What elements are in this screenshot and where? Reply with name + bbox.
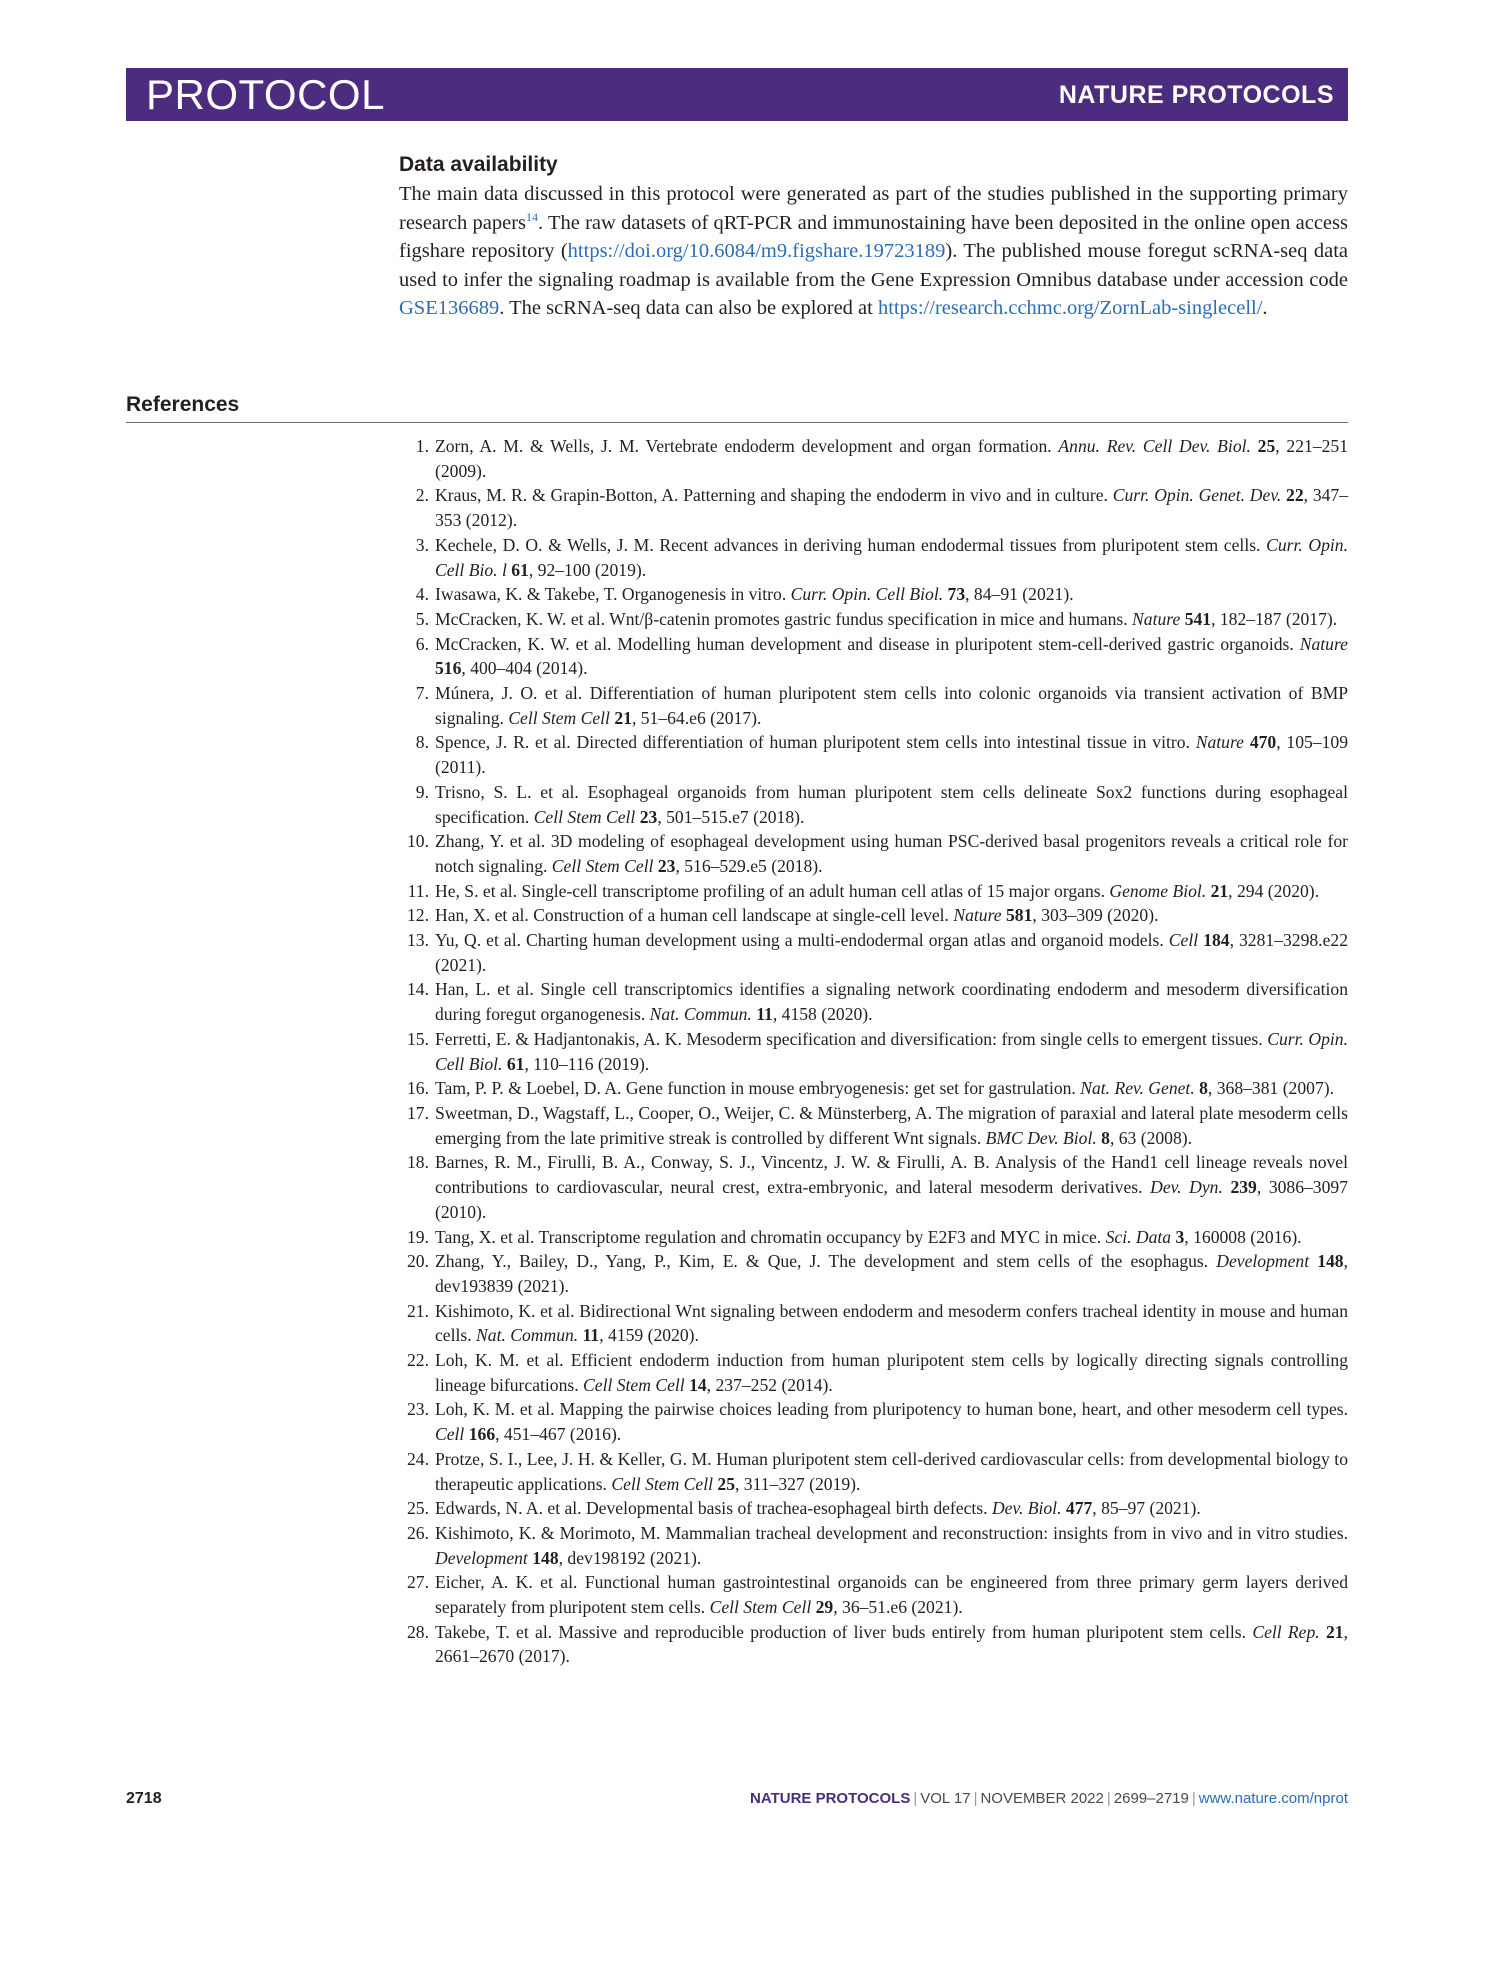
footer-date: NOVEMBER 2022 bbox=[980, 1790, 1104, 1807]
reference-item bbox=[399, 1570, 1348, 1619]
zornlab-link[interactable]: https://research.cchmc.org/ZornLab-singlecell/ bbox=[877, 297, 1263, 319]
reference-number: 15. bbox=[407, 1028, 429, 1049]
reference-item bbox=[399, 1348, 1348, 1397]
reference-journal: Cell Rep. bbox=[1252, 1621, 1320, 1642]
reference-volume: 14 bbox=[689, 1374, 707, 1395]
reference-text: Tam, P. P. & Loebel, D. A. Gene function in mouse embryogenesis: get set for gastrulation. bbox=[435, 1078, 1081, 1099]
reference-pages: , 36–51.e6 (2021). bbox=[833, 1597, 963, 1618]
reference-number: 20. bbox=[407, 1251, 429, 1272]
reference-text: Edwards, N. A. et al. Developmental basis of trachea-esophageal birth defects. bbox=[435, 1498, 992, 1519]
reference-volume: 470 bbox=[1249, 732, 1277, 753]
reference-text: Kechele, D. O. & Wells, J. M. Recent advances in deriving human endodermal tissues from pluripotent stem cells. bbox=[435, 534, 1267, 555]
reference-number: 17. bbox=[407, 1102, 429, 1123]
reference-number: 1. bbox=[415, 436, 429, 456]
reference-text: Trisno, S. L. et al. Esophageal organoids from human pluripotent stem cells delineate Sox2 functions during esophageal specification. bbox=[435, 781, 1348, 827]
footer-separator: | bbox=[1191, 1790, 1196, 1807]
reference-text: Han, X. et al. Construction of a human cell landscape at single-cell level. bbox=[435, 905, 954, 926]
reference-number: 12. bbox=[407, 905, 429, 926]
reference-text-space bbox=[1309, 1251, 1317, 1271]
reference-list bbox=[399, 434, 1348, 1669]
reference-number: 3. bbox=[415, 534, 429, 555]
da-text-4: . The scRNA-seq data can also be explored at bbox=[499, 297, 878, 319]
reference-volume: 184 bbox=[1203, 930, 1230, 951]
reference-journal: Cell Stem Cell bbox=[508, 707, 610, 728]
reference-volume: 29 bbox=[815, 1597, 834, 1618]
footer-pages: 2699–2719 bbox=[1113, 1790, 1189, 1807]
reference-item bbox=[399, 879, 1348, 904]
reference-item bbox=[399, 483, 1348, 532]
footer-volume: VOL 17 bbox=[920, 1790, 971, 1807]
reference-volume: 22 bbox=[1286, 485, 1304, 506]
reference-journal: Development bbox=[1216, 1251, 1310, 1272]
footer-separator: | bbox=[973, 1790, 978, 1807]
reference-pages: , 2661–2670 (2017). bbox=[435, 1621, 1348, 1667]
reference-pages: , 4158 (2020). bbox=[772, 1004, 873, 1025]
reference-number: 27. bbox=[407, 1572, 429, 1593]
reference-item bbox=[399, 977, 1348, 1026]
reference-text: Takebe, T. et al. Massive and reproducible production of liver buds entirely from human pluripotent stem cells. bbox=[435, 1621, 1253, 1642]
reference-volume: 61 bbox=[506, 1053, 525, 1074]
geo-accession-link[interactable]: GSE136689 bbox=[399, 297, 500, 319]
reference-volume: 148 bbox=[532, 1547, 559, 1568]
reference-journal: Genome Biol. bbox=[1109, 880, 1207, 901]
reference-pages: , 311–327 (2019). bbox=[735, 1473, 861, 1494]
reference-text: Kraus, M. R. & Grapin-Botton, A. Patterning and shaping the endoderm in vivo and in culture. bbox=[435, 485, 1113, 506]
reference-volume: 581 bbox=[1006, 905, 1033, 926]
reference-item bbox=[399, 1076, 1348, 1101]
reference-pages: , 85–97 (2021). bbox=[1092, 1498, 1201, 1519]
footer-journal: NATURE PROTOCOLS bbox=[750, 1790, 911, 1807]
reference-volume: 73 bbox=[947, 584, 966, 605]
da-text-3: ). The published mouse foregut scRNA-seq data used to infer the signaling roadmap is available from the Gene Expression Omnibus database under accession code bbox=[399, 240, 1348, 291]
reference-journal: Nature bbox=[1132, 608, 1181, 629]
reference-text: Yu, Q. et al. Charting human development using a multi-endodermal organ atlas and organoid models. bbox=[435, 930, 1169, 951]
reference-pages: , dev193839 (2021). bbox=[435, 1251, 1348, 1296]
reference-item bbox=[399, 1620, 1348, 1669]
reference-journal: Nature bbox=[953, 905, 1002, 926]
reference-text: Barnes, R. M., Firulli, B. A., Conway, S. J., Vincentz, J. W. & Firulli, A. B. Analysis of the Hand1 cell lineage reveals novel contributions to cardiovascular, neural crest, extra-embryonic, and lateral mesoderm derivatives. bbox=[435, 1152, 1348, 1198]
reference-journal: Cell Stem Cell bbox=[611, 1473, 713, 1494]
reference-journal: Nature bbox=[1299, 633, 1348, 654]
reference-number: 14. bbox=[407, 979, 429, 1000]
reference-item bbox=[399, 1496, 1348, 1521]
reference-text: Kishimoto, K. & Morimoto, M. Mammalian tracheal development and reconstruction: insights from in vivo and in vitro studies. bbox=[435, 1522, 1348, 1543]
reference-item bbox=[399, 1447, 1348, 1496]
reference-item bbox=[399, 681, 1348, 730]
reference-item bbox=[399, 829, 1348, 878]
header-banner bbox=[126, 68, 1348, 121]
data-availability-heading: Data availability bbox=[399, 153, 558, 176]
reference-pages: , 92–100 (2019). bbox=[528, 559, 647, 580]
reference-journal: Development bbox=[435, 1547, 528, 1568]
reference-number: 18. bbox=[407, 1152, 429, 1173]
reference-volume: 25 bbox=[717, 1473, 735, 1494]
reference-journal: Curr. Opin. Cell Biol. bbox=[790, 584, 944, 605]
reference-journal: Curr. Opin. Cell Bio. l bbox=[435, 534, 1348, 580]
reference-text: Ferretti, E. & Hadjantonakis, A. K. Mesoderm specification and diversification: from single cells to emergent tissues. bbox=[435, 1028, 1268, 1049]
reference-number: 19. bbox=[407, 1226, 429, 1247]
reference-number: 13. bbox=[407, 930, 429, 951]
reference-item bbox=[399, 582, 1348, 607]
reference-number: 26. bbox=[407, 1522, 429, 1543]
reference-item bbox=[399, 903, 1348, 928]
reference-number: 11. bbox=[407, 880, 429, 901]
reference-item bbox=[399, 434, 1348, 483]
reference-item bbox=[399, 730, 1348, 779]
reference-journal: Curr. Opin. Genet. Dev. bbox=[1112, 485, 1282, 506]
reference-number: 23. bbox=[407, 1399, 429, 1420]
figshare-link[interactable]: https://doi.org/10.6084/m9.figshare.19723189 bbox=[567, 240, 946, 262]
page-number: 2718 bbox=[126, 1790, 162, 1807]
reference-text: McCracken, K. W. et al. Wnt/β-catenin promotes gastric fundus specification in mice and humans. bbox=[435, 608, 1133, 629]
reference-journal: Nat. Commun. bbox=[649, 1004, 752, 1025]
reference-pages: , 51–64.e6 (2017). bbox=[631, 707, 762, 728]
reference-item bbox=[399, 1299, 1348, 1348]
reference-volume: 25 bbox=[1257, 436, 1276, 456]
reference-number: 7. bbox=[415, 683, 429, 704]
reference-volume: 239 bbox=[1230, 1177, 1257, 1198]
reference-volume: 8 bbox=[1101, 1127, 1110, 1148]
reference-number: 25. bbox=[407, 1498, 429, 1519]
reference-pages: , 303–309 (2020). bbox=[1032, 905, 1159, 926]
reference-text: Spence, J. R. et al. Directed differentiation of human pluripotent stem cells into intestinal tissue in vitro. bbox=[435, 732, 1196, 753]
reference-pages: , 105–109 (2011). bbox=[435, 732, 1349, 778]
reference-pages: , 516–529.e5 (2018). bbox=[675, 855, 823, 876]
reference-number: 9. bbox=[415, 781, 429, 802]
reference-item bbox=[399, 1397, 1348, 1446]
reference-volume: 21 bbox=[1210, 880, 1229, 901]
reference-number: 22. bbox=[407, 1350, 429, 1371]
reference-number: 16. bbox=[407, 1078, 429, 1099]
reference-volume: 166 bbox=[468, 1424, 496, 1445]
reference-number: 28. bbox=[407, 1621, 429, 1642]
reference-volume: 11 bbox=[582, 1325, 600, 1346]
reference-volume: 3 bbox=[1175, 1226, 1185, 1247]
reference-pages: , 294 (2020). bbox=[1228, 880, 1320, 901]
reference-pages: , 368–381 (2007). bbox=[1207, 1078, 1334, 1099]
reference-text: Han, L. et al. Single cell transcriptomics identifies a signaling network coordinating endoderm and mesoderm diversification during foregut organogenesis. bbox=[435, 979, 1348, 1025]
reference-volume: 477 bbox=[1065, 1498, 1093, 1519]
reference-item bbox=[399, 780, 1348, 829]
reference-volume: 61 bbox=[511, 559, 529, 580]
reference-pages: , 84–91 (2021). bbox=[965, 584, 1074, 605]
reference-pages: , 3086–3097 (2010). bbox=[435, 1177, 1348, 1222]
reference-pages: , 110–116 (2019). bbox=[524, 1053, 650, 1074]
reference-journal: Nat. Commun. bbox=[476, 1325, 579, 1346]
reference-journal: Cell Stem Cell bbox=[533, 806, 636, 827]
reference-number: 10. bbox=[407, 831, 429, 852]
reference-journal: Nature bbox=[1195, 732, 1244, 753]
reference-pages: , 4159 (2020). bbox=[599, 1325, 699, 1346]
reference-text: He, S. et al. Single-cell transcriptome profiling of an adult human cell atlas of 15 major organs. bbox=[435, 880, 1110, 901]
reference-number: 21. bbox=[407, 1300, 429, 1321]
reference-pages: , 3281–3298.e22 (2021). bbox=[435, 930, 1348, 975]
reference-journal: Annu. Rev. Cell Dev. Biol. bbox=[1058, 436, 1251, 456]
reference-volume: 23 bbox=[657, 855, 676, 876]
reference-text: Múnera, J. O. et al. Differentiation of human pluripotent stem cells into colonic organoids via transient activation of BMP signaling. bbox=[435, 683, 1348, 728]
references-heading: References bbox=[126, 393, 240, 416]
reference-volume: 11 bbox=[756, 1004, 773, 1025]
reference-item bbox=[399, 1027, 1348, 1076]
reference-text-space bbox=[1251, 436, 1258, 456]
article-type-label: PROTOCOL bbox=[146, 71, 385, 118]
reference-item bbox=[399, 928, 1348, 977]
reference-item bbox=[399, 1150, 1348, 1224]
reference-journal: Cell Stem Cell bbox=[551, 855, 654, 876]
reference-item bbox=[399, 607, 1348, 632]
reference-item bbox=[399, 1101, 1348, 1150]
reference-number: 8. bbox=[415, 732, 429, 753]
reference-journal: Dev. Biol. bbox=[991, 1498, 1062, 1519]
citation-link[interactable]: 14 bbox=[526, 209, 539, 224]
reference-volume: 21 bbox=[1325, 1621, 1344, 1642]
reference-text: Zhang, Y., Bailey, D., Yang, P., Kim, E. & Que, J. The development and stem cells of the esophagus. bbox=[435, 1251, 1217, 1272]
reference-text: Eicher, A. K. et al. Functional human gastrointestinal organoids can be engineered from three primary germ layers derived separately from pluripotent stem cells. bbox=[435, 1572, 1348, 1618]
reference-volume: 23 bbox=[639, 806, 658, 827]
footer-citation bbox=[750, 1790, 1348, 1807]
reference-volume: 8 bbox=[1199, 1078, 1208, 1099]
reference-number: 24. bbox=[407, 1448, 429, 1469]
reference-text: Iwasawa, K. & Takebe, T. Organogenesis in vitro. bbox=[435, 584, 791, 605]
references-heading-bar bbox=[126, 391, 1348, 423]
journal-name-header: NATURE PROTOCOLS bbox=[1058, 81, 1334, 109]
reference-number: 2. bbox=[415, 485, 429, 506]
reference-item bbox=[399, 1249, 1348, 1298]
reference-text: Protze, S. I., Lee, J. H. & Keller, G. M. Human pluripotent stem cell-derived cardiovascular cells: from developmental biology to therapeutic applications. bbox=[435, 1448, 1348, 1494]
reference-number: 6. bbox=[415, 633, 429, 654]
reference-journal: BMC Dev. Biol. bbox=[985, 1127, 1097, 1148]
reference-text: Kishimoto, K. et al. Bidirectional Wnt signaling between endoderm and mesoderm confers tracheal identity in mouse and human cells. bbox=[435, 1300, 1348, 1346]
reference-volume: 541 bbox=[1184, 608, 1212, 629]
da-text-2: . The raw datasets of qRT-PCR and immunostaining have been deposited in the online open access figshare repository ( bbox=[399, 211, 1348, 262]
da-text-1: The main data discussed in this protocol were generated as part of the studies published in the supporting primary research papers bbox=[399, 183, 1348, 234]
reference-pages: , 182–187 (2017). bbox=[1211, 608, 1338, 629]
reference-number: 4. bbox=[415, 584, 429, 605]
reference-pages: , dev198192 (2021). bbox=[558, 1547, 702, 1568]
reference-volume: 148 bbox=[1317, 1251, 1344, 1272]
reference-journal: Cell Stem Cell bbox=[583, 1374, 685, 1395]
reference-journal: Cell bbox=[435, 1424, 465, 1445]
reference-journal: Nat. Rev. Genet. bbox=[1080, 1078, 1195, 1099]
reference-journal: Dev. Dyn. bbox=[1150, 1177, 1223, 1198]
reference-item bbox=[399, 1225, 1348, 1250]
reference-pages: , 160008 (2016). bbox=[1184, 1226, 1302, 1247]
reference-journal: Cell bbox=[1168, 930, 1199, 951]
reference-text: Loh, K. M. et al. Efficient endoderm induction from human pluripotent stem cells by logically directing signals controlling lineage bifurcations. bbox=[435, 1350, 1348, 1395]
reference-item bbox=[399, 533, 1348, 582]
reference-text: Zorn, A. M. & Wells, J. M. Vertebrate endoderm development and organ formation. bbox=[435, 436, 1059, 456]
reference-volume: 516 bbox=[435, 658, 462, 679]
reference-pages: , 63 (2008). bbox=[1109, 1127, 1193, 1148]
reference-pages: , 347–353 (2012). bbox=[435, 485, 1349, 531]
reference-journal: Sci. Data bbox=[1105, 1226, 1172, 1247]
reference-pages: , 501–515.e7 (2018). bbox=[657, 806, 805, 827]
reference-text: Sweetman, D., Wagstaff, L., Cooper, O., Weijer, C. & Münsterberg, A. The migration of paraxial and lateral plate mesoderm cells emerging from the late primitive streak is controlled by different Wnt signals. bbox=[435, 1102, 1348, 1148]
reference-text: Tang, X. et al. Transcriptome regulation and chromatin occupancy by E2F3 and MYC in mice. bbox=[435, 1226, 1106, 1247]
reference-journal: Curr. Opin. Cell Biol. bbox=[435, 1028, 1348, 1074]
reference-text: McCracken, K. W. et al. Modelling human development and disease in pluripotent stem-cell-derived gastric organoids. bbox=[435, 633, 1300, 654]
reference-text: Loh, K. M. et al. Mapping the pairwise choices leading from pluripotency to human bone, heart, and other mesoderm cell types. bbox=[435, 1399, 1348, 1420]
reference-pages: , 221–251 (2009). bbox=[435, 436, 1348, 481]
reference-item bbox=[399, 632, 1348, 681]
reference-volume: 21 bbox=[614, 707, 632, 728]
footer-separator: | bbox=[913, 1790, 918, 1807]
da-text-5: . bbox=[1262, 297, 1268, 319]
footer-separator: | bbox=[1106, 1790, 1111, 1807]
reference-pages: , 237–252 (2014). bbox=[706, 1374, 833, 1395]
reference-text: Zhang, Y. et al. 3D modeling of esophageal development using human PSC-derived basal progenitors reveals a critical role for notch signaling. bbox=[435, 831, 1348, 876]
reference-journal: Cell Stem Cell bbox=[709, 1597, 812, 1618]
reference-pages: , 400–404 (2014). bbox=[461, 658, 588, 679]
reference-item bbox=[399, 1521, 1348, 1570]
reference-number: 5. bbox=[415, 608, 429, 629]
reference-pages: , 451–467 (2016). bbox=[495, 1424, 622, 1445]
data-availability-section bbox=[399, 150, 1348, 323]
footer-url-link[interactable]: www.nature.com/nprot bbox=[1198, 1790, 1348, 1807]
data-availability-text bbox=[399, 180, 1348, 323]
